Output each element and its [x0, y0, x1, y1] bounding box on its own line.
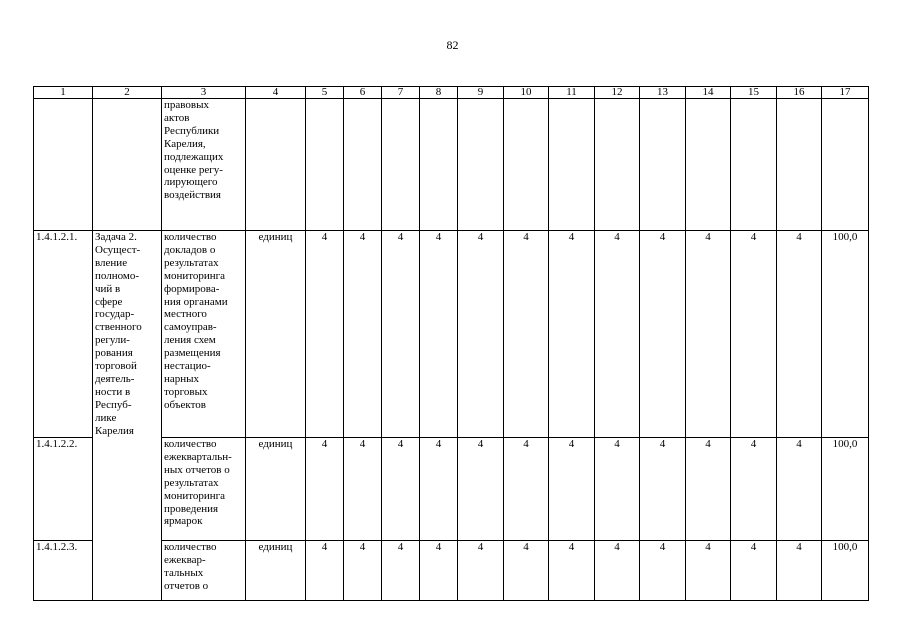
value-cell: 4 — [504, 231, 549, 438]
header-cell: 2 — [93, 87, 162, 99]
value-cell: 4 — [640, 438, 686, 541]
indicator-cell: количество ежеквартальн- ных отчетов о результатах мониторинга проведения ярмарок — [162, 438, 246, 541]
unit-cell: единиц — [246, 231, 306, 438]
value-cell: 4 — [595, 231, 640, 438]
task-cell — [93, 99, 162, 231]
value-cell: 4 — [777, 541, 822, 601]
value-cell: 4 — [344, 231, 382, 438]
value-cell: 4 — [731, 541, 777, 601]
header-row — [34, 87, 869, 99]
header-cell: 5 — [306, 87, 344, 99]
task-cell: Задача 2. Осущест- вление полномо- чий в сфере государ- ственного регули- рования торговой деятель- ности в Респуб- лике Карелия — [93, 231, 162, 601]
value-cell: 4 — [686, 438, 731, 541]
table-row — [34, 99, 869, 231]
header-cell: 11 — [549, 87, 595, 99]
value-cell: 4 — [731, 231, 777, 438]
code-cell: 1.4.1.2.3. — [34, 541, 93, 601]
value-cell: 4 — [549, 231, 595, 438]
header-cell: 16 — [777, 87, 822, 99]
value-cell: 4 — [344, 438, 382, 541]
value-cell: 4 — [549, 541, 595, 601]
value-cell: 4 — [777, 438, 822, 541]
value-cell: 4 — [306, 541, 344, 601]
value-cell: 4 — [595, 541, 640, 601]
header-cell: 1 — [34, 87, 93, 99]
code-cell — [34, 99, 93, 231]
total-cell: 100,0 — [822, 541, 869, 601]
header-cell: 3 — [162, 87, 246, 99]
value-cell: 4 — [420, 438, 458, 541]
value-cell: 4 — [458, 231, 504, 438]
header-cell: 13 — [640, 87, 686, 99]
header-cell: 9 — [458, 87, 504, 99]
header-cell: 8 — [420, 87, 458, 99]
value-cell: 4 — [504, 438, 549, 541]
header-cell: 6 — [344, 87, 382, 99]
page-number: 82 — [446, 38, 459, 52]
total-cell: 100,0 — [822, 438, 869, 541]
value-cell: 4 — [382, 438, 420, 541]
value-cell: 4 — [504, 541, 549, 601]
header-cell: 12 — [595, 87, 640, 99]
value-cell: 4 — [777, 231, 822, 438]
value-cell: 4 — [686, 231, 731, 438]
value-cell: 4 — [344, 541, 382, 601]
code-cell: 1.4.1.2.2. — [34, 438, 93, 541]
unit-cell — [246, 99, 306, 231]
value-cell: 4 — [549, 438, 595, 541]
value-cell: 4 — [595, 438, 640, 541]
value-cell: 4 — [382, 541, 420, 601]
unit-cell: единиц — [246, 438, 306, 541]
value-cell: 4 — [382, 231, 420, 438]
value-cell: 4 — [306, 231, 344, 438]
value-cell: 4 — [458, 438, 504, 541]
header-cell: 17 — [822, 87, 869, 99]
header-cell: 10 — [504, 87, 549, 99]
indicator-cell: количество ежеквар- тальных отчетов о — [162, 541, 246, 601]
value-cell: 4 — [458, 541, 504, 601]
indicator-cell: количество докладов о результатах мониторинга формирова- ния органами местного самоуправ- ления схем размещения нестацио- нарных торговых объектов — [162, 231, 246, 438]
header-cell: 15 — [731, 87, 777, 99]
value-cell: 4 — [731, 438, 777, 541]
indicators-table — [33, 86, 869, 601]
value-cell: 4 — [640, 231, 686, 438]
table-row — [34, 231, 869, 438]
header-cell: 7 — [382, 87, 420, 99]
unit-cell: единиц — [246, 541, 306, 601]
header-cell: 4 — [246, 87, 306, 99]
value-cell: 4 — [640, 541, 686, 601]
value-cell: 4 — [686, 541, 731, 601]
code-cell: 1.4.1.2.1. — [34, 231, 93, 438]
value-cell: 4 — [420, 541, 458, 601]
value-cell: 4 — [420, 231, 458, 438]
total-cell: 100,0 — [822, 231, 869, 438]
header-cell: 14 — [686, 87, 731, 99]
indicator-cell: правовых актов Республики Карелия, подлежащих оценке регу- лирующего воздействия — [162, 99, 246, 231]
value-cell: 4 — [306, 438, 344, 541]
